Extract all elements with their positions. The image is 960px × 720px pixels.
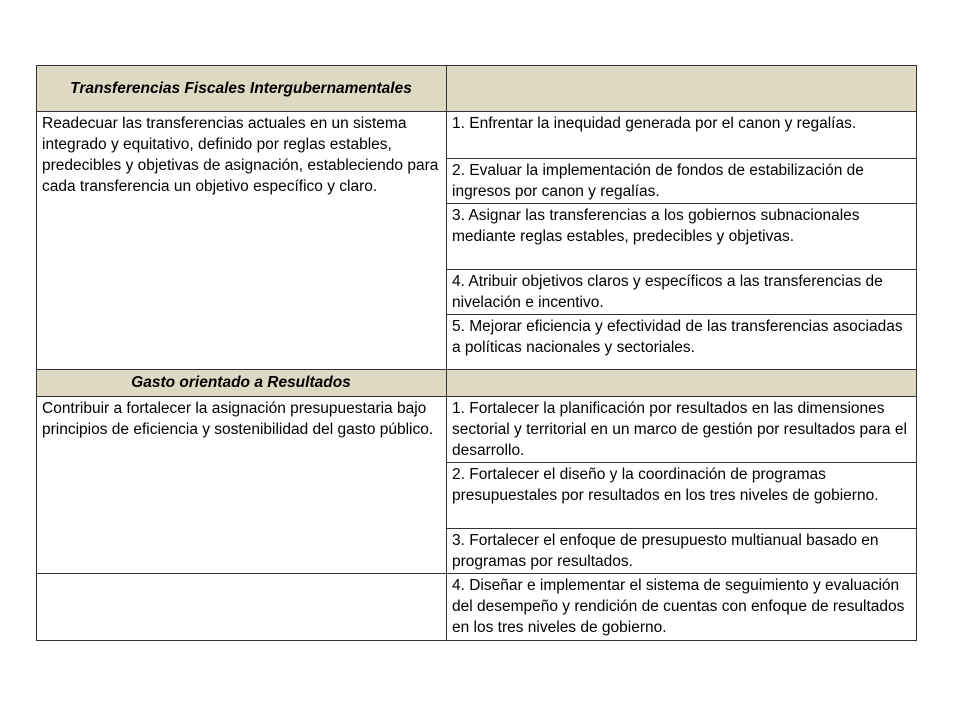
action-item: 4. Atribuir objetivos claros y específicos a las transferencias de nivelación e incentivo. <box>447 269 916 314</box>
objective-cell: Readecuar las transferencias actuales en un sistema integrado y equitativo, definido por reglas estables, predecibles y objetivas de asignación, estableciendo para cada transferencia un objetivo específico y claro. <box>37 112 447 370</box>
action-item: 1. Enfrentar la inequidad generada por el canon y regalías. <box>452 115 857 132</box>
action-item: 2. Fortalecer el diseño y la coordinación de programas presupuestales por resultados en los tres niveles de gobierno. <box>447 462 916 528</box>
action-item: 3. Asignar las transferencias a los gobiernos subnacionales mediante reglas estables, predecibles y objetivas. <box>447 203 916 269</box>
objective-cell: Contribuir a fortalecer la asignación presupuestaria bajo principios de eficiencia y sostenibilidad del gasto público. <box>37 397 447 574</box>
action-item: 3. Fortalecer el enfoque de presupuesto multianual basado en programas por resultados. <box>447 528 916 573</box>
actions-list <box>447 397 916 573</box>
section-header-row <box>37 66 917 112</box>
section-body-row <box>37 397 917 574</box>
policy-table <box>36 65 917 641</box>
section-header-row <box>37 370 917 397</box>
actions-cell <box>447 112 917 370</box>
section-body-row <box>37 112 917 370</box>
action-item: 2. Evaluar la implementación de fondos de estabilización de ingresos por canon y regalías. <box>447 158 916 203</box>
actions-cell <box>447 397 917 574</box>
empty-objective-cell <box>37 574 447 641</box>
action-item: 5. Mejorar eficiencia y efectividad de las transferencias asociadas a políticas nacionales y sectoriales. <box>447 314 916 369</box>
extra-action-row <box>37 574 917 641</box>
action-item: 1. Fortalecer la planificación por resultados en las dimensiones sectorial y territorial en un marco de gestión por resultados para el desarrollo. <box>452 400 907 459</box>
section-header-empty <box>447 370 917 397</box>
actions-list <box>447 112 916 369</box>
section-header-empty <box>447 66 917 112</box>
section-title: Transferencias Fiscales Intergubernamentales <box>37 66 447 112</box>
action-item: 4. Diseñar e implementar el sistema de seguimiento y evaluación del desempeño y rendición de cuentas con enfoque de resultados en los tres niveles de gobierno. <box>447 574 917 641</box>
section-title: Gasto orientado a Resultados <box>37 370 447 397</box>
